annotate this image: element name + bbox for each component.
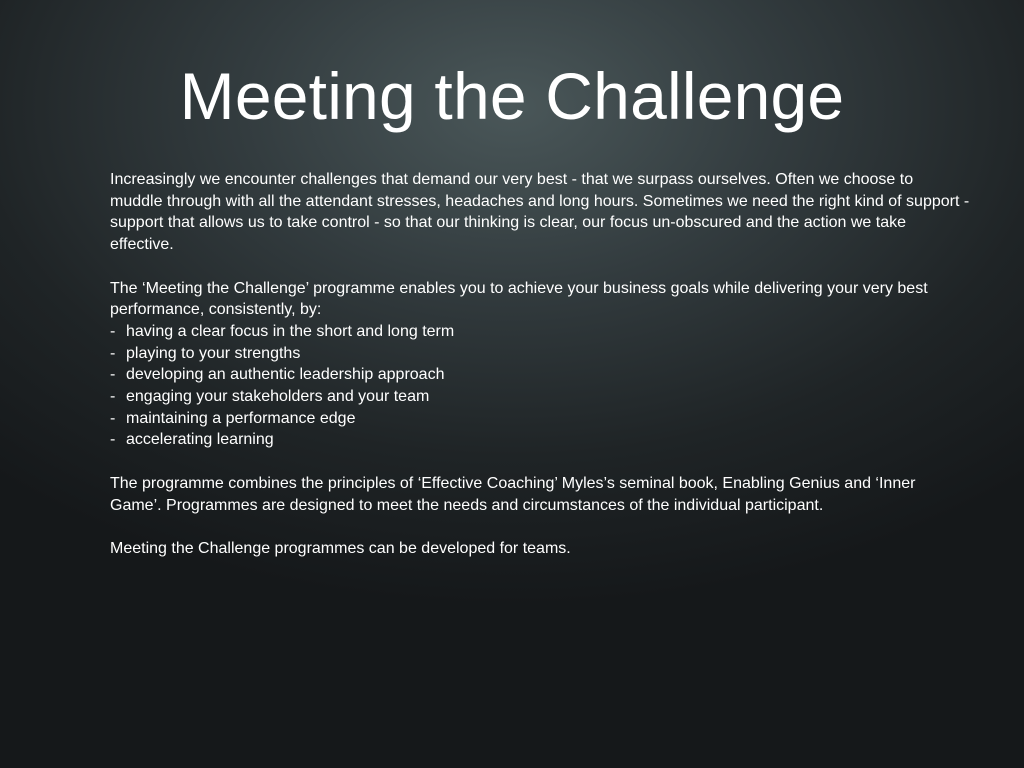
bullet-dash: - — [110, 431, 116, 449]
list-item — [110, 343, 970, 365]
bullet-dash: - — [110, 366, 116, 384]
list-item — [110, 386, 970, 408]
slide-title: Meeting the Challenge — [179, 59, 845, 133]
bullet-dash: - — [110, 344, 116, 362]
list-item — [110, 429, 970, 451]
paragraph-spacer — [110, 256, 970, 278]
slide-body — [110, 169, 970, 560]
list-item-text: developing an authentic leadership approach — [126, 366, 445, 384]
list-item-text: playing to your strengths — [126, 344, 301, 362]
bullet-dash: - — [110, 388, 116, 406]
bullet-dash: - — [110, 322, 116, 340]
paragraph-spacer — [110, 516, 970, 538]
teams-note-paragraph: Meeting the Challenge programmes can be developed for teams. — [110, 539, 571, 557]
list-item-text: maintaining a performance edge — [126, 409, 356, 427]
list-item — [110, 364, 970, 386]
paragraph-spacer — [110, 451, 970, 473]
list-item-text: having a clear focus in the short and long term — [126, 322, 455, 340]
benefits-list — [110, 321, 970, 451]
principles-paragraph: The programme combines the principles of ‘Effective Coaching’ Myles’s seminal book, Enabling Genius and ‘Inner Game’. Programmes are designed to meet the needs and circumstances of the individual participant. — [110, 474, 916, 514]
list-item — [110, 408, 970, 430]
list-item — [110, 321, 970, 343]
programme-lead-paragraph: The ‘Meeting the Challenge’ programme enables you to achieve your business goals while delivering your very best performance, consistently, by: — [110, 279, 928, 319]
list-item-text: accelerating learning — [126, 431, 274, 449]
intro-paragraph: Increasingly we encounter challenges that demand our very best - that we surpass ourselves. Often we choose to muddle through with all the attendant stresses, headaches and long hours. Sometimes we need the right kind of support - support that allows us to take control - so that our thinking is clear, our focus un-obscured and the action we take effective. — [110, 171, 970, 254]
list-item-text: engaging your stakeholders and your team — [126, 388, 430, 406]
bullet-dash: - — [110, 409, 116, 427]
